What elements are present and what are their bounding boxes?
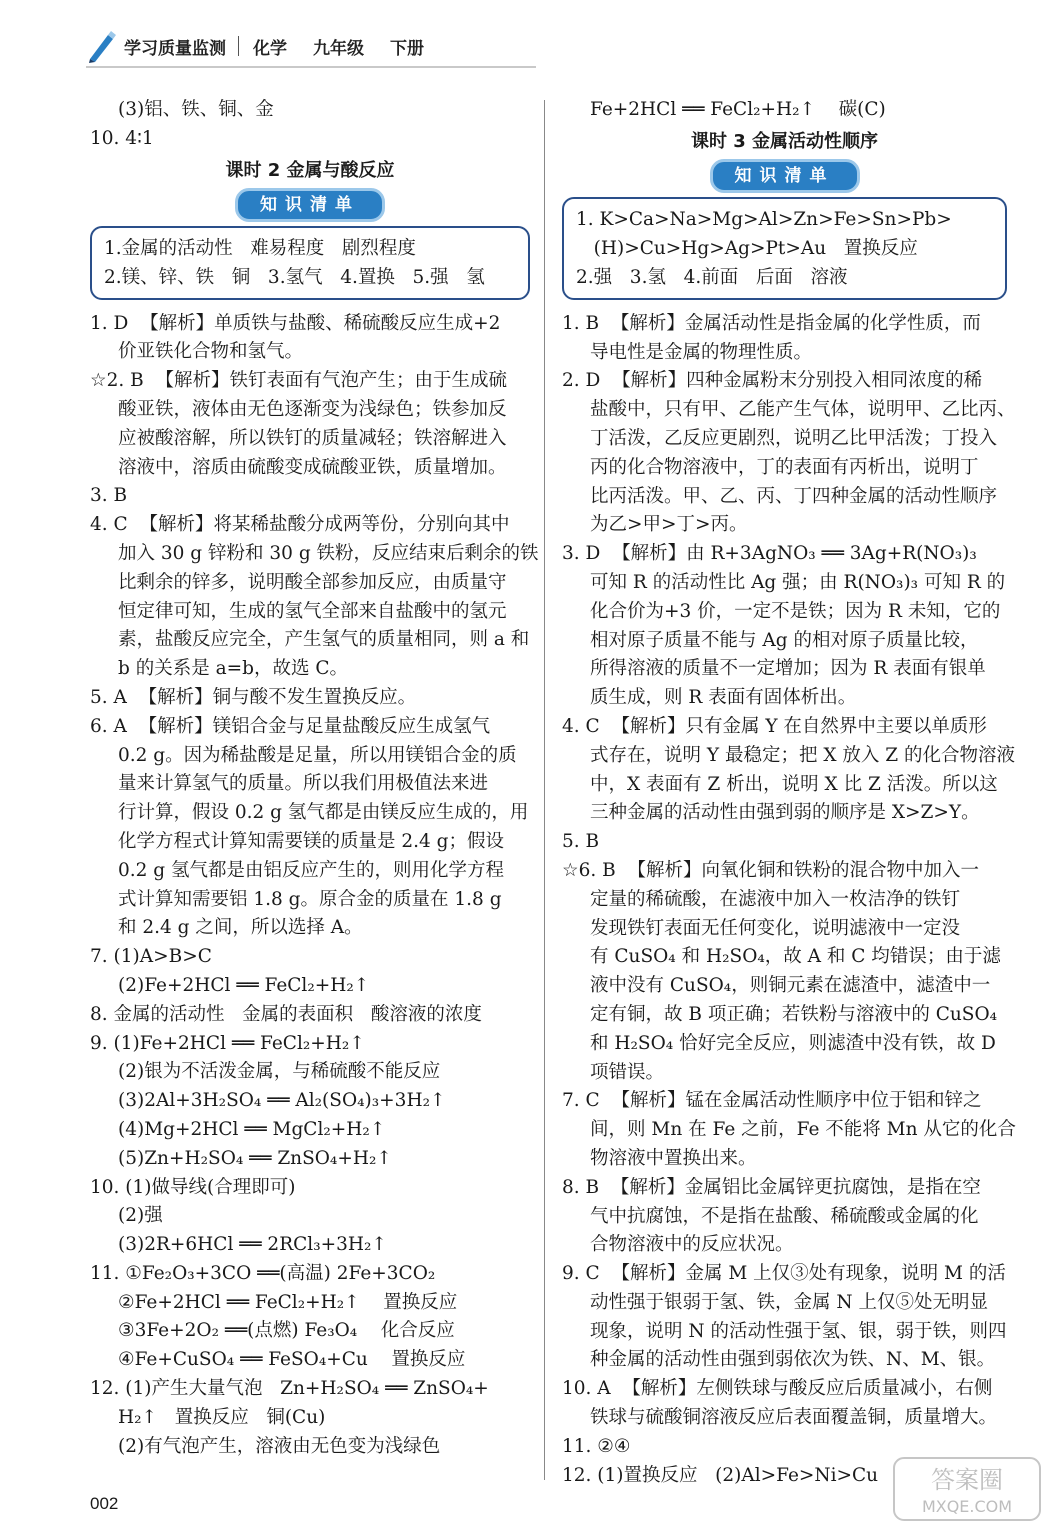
answer-line: ☆6. B 【解析】向氧化铜和铁粉的混合物中加入一 (562, 859, 979, 881)
answer-line: 8. B 【解析】金属铝比金属锌更抗腐蚀，是指在空 (562, 1176, 981, 1198)
knowledge-list-badge: 知识清单 (710, 159, 860, 193)
answer-line: 12. (1)产生大量气泡 Zn+H₂SO₄ ══ ZnSO₄+ (90, 1378, 489, 1400)
knowledge-box (562, 197, 1007, 300)
svg-text:答案圈: 答案圈 (931, 1466, 1003, 1494)
answer-line: 酸亚铁，液体由无色逐渐变为浅绿色；铁参加反 (118, 398, 507, 420)
answer-line: ④Fe+CuSO₄ ══ FeSO₄+Cu 置换反应 (118, 1349, 466, 1371)
answer-line: 相对原子质量不能与 Ag 的相对原子质量比较， (590, 629, 979, 651)
answer-line: 4. C 【解析】将某稀盐酸分成两等份，分别向其中 (90, 514, 510, 536)
answer-line: 4. C 【解析】只有金属 Y 在自然界中主要以单质形 (562, 715, 987, 737)
answer-line: 1. D 【解析】单质铁与盐酸、稀硫酸反应生成+2 (90, 312, 501, 334)
subject-label: 化学 (253, 38, 287, 59)
pen-icon (86, 29, 118, 63)
answer-line: (2)强 (118, 1205, 163, 1227)
section-badge-wrap (90, 188, 530, 222)
answer-line: 5. A 【解析】铜与酸不发生置换反应。 (90, 686, 417, 708)
answer-line: H₂↑ 置换反应 铜(Cu) (118, 1406, 326, 1428)
page-header (86, 28, 536, 64)
answer-line: 丁活泼，乙反应更剧烈，说明乙比甲活泼；丁投入 (590, 427, 998, 449)
answer-line: 3. D 【解析】由 R+3AgNO₃ ══ 3Ag+R(NO₃)₃ (562, 543, 977, 565)
grade-label: 九年级 (313, 38, 364, 59)
knowledge-line: 1. K>Ca>Na>Mg>Al>Zn>Fe>Sn>Pb> (576, 208, 952, 230)
volume-label: 下册 (390, 38, 424, 59)
answer-line: (3)2R+6HCl ══ 2RCl₃+3H₂↑ (118, 1234, 387, 1256)
answer-line: 铁球与硫酸铜溶液反应后表面覆盖铜，质量增大。 (590, 1407, 998, 1429)
answer-line: (2)有气泡产生，溶液由无色变为浅绿色 (118, 1435, 441, 1457)
answer-line: 溶液中，溶质由硫酸变成硫酸亚铁，质量增加。 (118, 456, 507, 478)
answer-line: b 的关系是 a=b，故选 C。 (118, 658, 349, 680)
answer-line: 9. C 【解析】金属 M 上仅③处有现象，说明 M 的活 (562, 1263, 1006, 1285)
answer-line: 质生成，则 R 表面有固体析出。 (590, 687, 857, 709)
answer-line: 比丙活泼。甲、乙、丙、丁四种金属的活动性顺序 (590, 485, 998, 507)
right-column (562, 96, 1016, 1490)
lesson-heading: 课时 2 金属与酸反应 (225, 159, 395, 181)
answer-line: 1. B 【解析】金属活动性是指金属的化学性质，而 (562, 312, 981, 334)
answer-line: 2. D 【解析】四种金属粉末分别投入相同浓度的稀 (562, 370, 983, 392)
answer-line: 10. 4∶1 (90, 127, 154, 149)
answer-line: 化学方程式计算知需要镁的质量是 2.4 g；假设 (118, 830, 505, 852)
answer-line: 式计算知需要铝 1.8 g。原合金的质量在 1.8 g (118, 888, 502, 910)
answer-line: 所得溶液的质量不一定增加；因为 R 表面有银单 (590, 658, 986, 680)
answer-line: 11. ②④ (562, 1435, 631, 1457)
answer-line: 行计算，假设 0.2 g 氢气都是由镁反应生成的，用 (118, 802, 529, 824)
answer-line: 6. A 【解析】镁铝合金与足量盐酸反应生成氢气 (90, 715, 491, 737)
answer-line: (4)Mg+2HCl ══ MgCl₂+H₂↑ (118, 1118, 386, 1140)
knowledge-line: (H)>Cu>Hg>Ag>Pt>Au 置换反应 (576, 237, 918, 259)
answer-line: 现象，说明 N 的活动性强于氢、银，弱于铁，则四 (590, 1320, 1007, 1342)
answer-line: ②Fe+2HCl ══ FeCl₂+H₂↑ 置换反应 (118, 1291, 458, 1313)
answer-line: 加入 30 g 锌粉和 30 g 铁粉，反应结束后剩余的铁 (118, 542, 539, 564)
answer-line: 7. (1)A>B>C (90, 946, 212, 968)
answer-line: 0.2 g。因为稀盐酸是足量，所以用镁铝合金的质 (118, 744, 517, 766)
knowledge-line: 2.强 3.氢 4.前面 后面 溶液 (576, 266, 848, 288)
left-column (90, 96, 539, 1461)
answer-line: ☆2. B 【解析】铁钉表面有气泡产生；由于生成硫 (90, 370, 507, 392)
knowledge-list-badge: 知识清单 (235, 188, 385, 222)
knowledge-box (90, 226, 530, 300)
header-rule (86, 66, 536, 68)
knowledge-line: 1.金属的活动性 难易程度 剧烈程度 (104, 237, 416, 259)
answer-line: 应被酸溶解，所以铁钉的质量减轻；铁溶解进入 (118, 427, 507, 449)
header-separator (238, 36, 239, 56)
answer-line: 定量的稀硫酸，在滤液中加入一枚洁净的铁钉 (590, 888, 961, 910)
answer-line: 可知 R 的活动性比 Ag 强；由 R(NO₃)₃ 可知 R 的 (590, 571, 1006, 593)
answer-line: 11. ①Fe₂O₃+3CO ══(高温) 2Fe+3CO₂ (90, 1262, 436, 1284)
answer-line: 丙的化合物溶液中，丁的表面有丙析出，说明丁 (590, 456, 979, 478)
answer-line: (3)铝、铁、铜、金 (118, 99, 274, 120)
answer-line: 0.2 g 氢气都是由铝反应产生的，则用化学方程 (118, 859, 505, 881)
answer-line: 为乙>甲>丁>丙。 (590, 514, 748, 536)
answer-line: 发现铁钉表面无任何变化，说明滤液中一定没 (590, 917, 961, 939)
answer-line: 物溶液中置换出来。 (590, 1147, 757, 1169)
answer-line: 导电性是金属的物理性质。 (590, 341, 813, 363)
answer-line: 10. A 【解析】左侧铁球与酸反应后质量减小，右侧 (562, 1378, 993, 1400)
answer-line: 和 2.4 g 之间，所以选择 A。 (118, 917, 363, 939)
answer-line: 12. (1)置换反应 (2)Al>Fe>Ni>Cu (562, 1464, 879, 1486)
answer-line: 盐酸中，只有甲、乙能产生气体，说明甲、乙比丙、 (590, 399, 1016, 421)
answer-line: Fe+2HCl ══ FeCl₂+H₂↑ 碳(C) (590, 99, 886, 120)
answer-line: 化合价为+3 价，一定不是铁；因为 R 未知，它的 (590, 600, 1001, 622)
answer-line: 比剩余的锌多，说明酸全部参加反应，由质量守 (118, 571, 507, 593)
column-divider (544, 100, 545, 1480)
answer-line: 恒定律可知，生成的氢气全部来自盐酸中的氢元 (118, 600, 507, 622)
answer-line: ③3Fe+2O₂ ══(点燃) Fe₃O₄ 化合反应 (118, 1320, 455, 1342)
answer-line: 中，X 表面有 Z 析出，说明 X 比 Z 活泼。所以这 (590, 773, 998, 795)
lesson-heading: 课时 3 金属活动性顺序 (690, 130, 879, 152)
answer-line: 合物溶液中的反应状况。 (590, 1234, 794, 1256)
answer-line: 液中没有 CuSO₄，则铜元素在滤渣中，滤渣中一 (590, 975, 991, 997)
section-badge-wrap (562, 159, 1007, 193)
answer-line: (2)银为不活泼金属，与稀硫酸不能反应 (118, 1061, 441, 1083)
answer-line: 量来计算氢气的质量。所以我们用极值法来进 (118, 773, 489, 795)
book-title: 学习质量监测 (124, 38, 226, 59)
answer-line: 有 CuSO₄ 和 H₂SO₄，故 A 和 C 均错误；由于滤 (590, 946, 1001, 968)
answer-line: 式存在，说明 Y 最稳定；把 X 放入 Z 的化合物溶液 (590, 744, 1016, 766)
answer-line: 素，盐酸反应完全，产生氢气的质量相同，则 a 和 (118, 629, 530, 651)
answer-line: 7. C 【解析】锰在金属活动性顺序中位于铝和锌之 (562, 1090, 982, 1112)
answer-line: 8. 金属的活动性 金属的表面积 酸溶液的浓度 (90, 1003, 482, 1025)
answer-line: 和 H₂SO₄ 恰好完全反应，则滤渣中没有铁，故 D (590, 1032, 996, 1054)
page-number: 002 (90, 1494, 119, 1513)
answer-line: (2)Fe+2HCl ══ FeCl₂+H₂↑ (118, 974, 370, 996)
watermark-logo (892, 1454, 1042, 1524)
answer-line: 价亚铁化合物和氢气。 (118, 341, 304, 363)
answer-line: 气中抗腐蚀，不是指在盐酸、稀硫酸或金属的化 (590, 1205, 979, 1227)
answer-line: 间，则 Mn 在 Fe 之前，Fe 不能将 Mn 从它的化合 (590, 1119, 1016, 1141)
answer-line: 3. B (90, 485, 128, 507)
answer-line: (3)2Al+3H₂SO₄ ══ Al₂(SO₄)₃+3H₂↑ (118, 1090, 446, 1112)
knowledge-line: 2.镁、锌、铁 铜 3.氢气 4.置换 5.强 氢 (104, 266, 485, 288)
answer-line: 9. (1)Fe+2HCl ══ FeCl₂+H₂↑ (90, 1032, 365, 1054)
answer-line: (5)Zn+H₂SO₄ ══ ZnSO₄+H₂↑ (118, 1147, 392, 1169)
answer-line: 5. B (562, 831, 600, 853)
answer-line: 动性强于银弱于氢、铁，金属 N 上仅⑤处无明显 (590, 1291, 988, 1313)
answer-line: 项错误。 (590, 1061, 665, 1083)
answer-line: 10. (1)做导线(合理即可) (90, 1176, 296, 1198)
svg-text:MXQE.COM: MXQE.COM (921, 1497, 1013, 1516)
answer-line: 种金属的活动性由强到弱依次为铁、N、M、银。 (590, 1349, 996, 1371)
answer-line: 定有铜，故 B 项正确；若铁粉与溶液中的 CuSO₄ (590, 1003, 998, 1025)
answer-line: 三种金属的活动性由强到弱的顺序是 X>Z>Y。 (590, 802, 980, 824)
